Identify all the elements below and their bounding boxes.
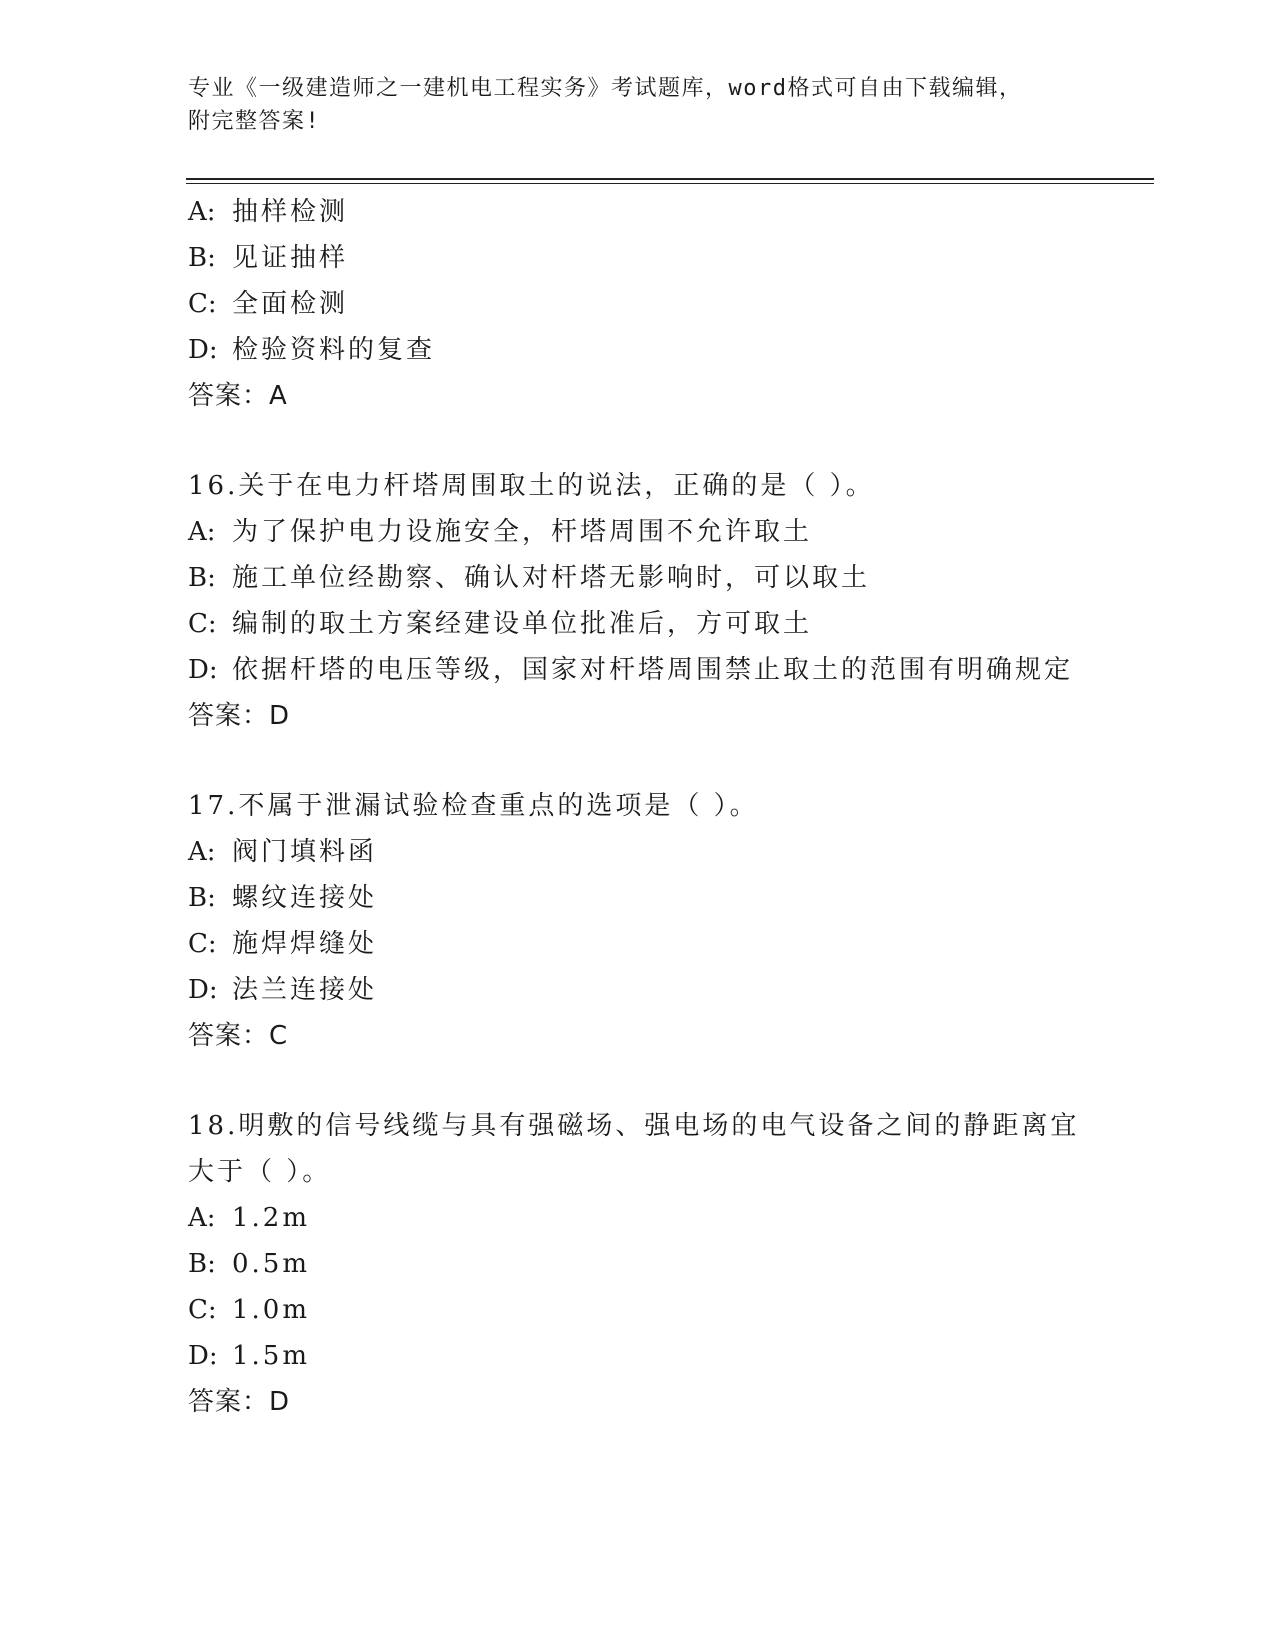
option-text: 螺纹连接处 xyxy=(232,883,378,913)
spacer xyxy=(188,739,1138,783)
option-label: B: xyxy=(188,563,216,593)
question-stem-line-2: 大于（ ）。 xyxy=(188,1157,332,1187)
option-c xyxy=(188,1287,1138,1333)
option-label: D: xyxy=(188,975,218,1005)
option-text: 1.0m xyxy=(232,1295,311,1325)
option-b xyxy=(188,235,1138,281)
option-label: B: xyxy=(188,1249,216,1279)
option-text: 1.5m xyxy=(232,1341,311,1371)
option-a xyxy=(188,509,1138,555)
answer-line: 答案：A xyxy=(188,381,288,411)
question-list xyxy=(188,189,1138,1425)
question-stem: 16.关于在电力杆塔周围取土的说法，正确的是（ ）。 xyxy=(188,471,875,501)
option-text: 阀门填料函 xyxy=(232,837,378,867)
header-line-1: 专业《一级建造师之一建机电工程实务》考试题库，word格式可自由下载编辑， xyxy=(188,76,1023,101)
spacer xyxy=(188,1059,1138,1103)
option-a xyxy=(188,189,1138,235)
option-label: C: xyxy=(188,929,217,959)
answer-line: 答案：D xyxy=(188,1387,291,1417)
option-label: A: xyxy=(188,197,216,227)
option-text: 依据杆塔的电压等级，国家对杆塔周围禁止取土的范围有明确规定 xyxy=(232,655,1074,685)
option-label: D: xyxy=(188,1341,218,1371)
option-b xyxy=(188,1241,1138,1287)
option-c xyxy=(188,601,1138,647)
option-label: B: xyxy=(188,243,216,273)
option-text: 见证抽样 xyxy=(232,243,349,273)
option-label: B: xyxy=(188,883,216,913)
option-label: A: xyxy=(188,517,216,547)
question-stem: 17.不属于泄漏试验检查重点的选项是（ ）。 xyxy=(188,791,759,821)
option-text: 为了保护电力设施安全，杆塔周围不允许取土 xyxy=(232,517,813,547)
question-16 xyxy=(188,463,1138,739)
header-line-2: 附完整答案! xyxy=(188,109,321,134)
option-text: 法兰连接处 xyxy=(232,975,378,1005)
header-divider-thin xyxy=(186,183,1154,184)
option-a xyxy=(188,1195,1138,1241)
question-stem-line-1: 18.明敷的信号线缆与具有强磁场、强电场的电气设备之间的静距离宜 xyxy=(188,1111,1080,1141)
option-a xyxy=(188,829,1138,875)
option-label: A: xyxy=(188,1203,216,1233)
option-text: 施焊焊缝处 xyxy=(232,929,378,959)
option-c xyxy=(188,921,1138,967)
option-text: 抽样检测 xyxy=(232,197,349,227)
option-label: C: xyxy=(188,289,217,319)
option-label: D: xyxy=(188,335,218,365)
option-label: A: xyxy=(188,837,216,867)
option-label: D: xyxy=(188,655,218,685)
option-label: C: xyxy=(188,609,217,639)
option-text: 1.2m xyxy=(232,1203,311,1233)
option-text: 检验资料的复查 xyxy=(232,335,436,365)
header-divider-thick xyxy=(186,178,1154,180)
document-header xyxy=(188,72,1068,138)
answer-line: 答案：D xyxy=(188,701,291,731)
question-15 xyxy=(188,189,1138,419)
option-d xyxy=(188,1333,1138,1379)
question-17 xyxy=(188,783,1138,1059)
spacer xyxy=(188,419,1138,463)
option-text: 0.5m xyxy=(232,1249,311,1279)
option-text: 全面检测 xyxy=(232,289,349,319)
option-text: 编制的取土方案经建设单位批准后，方可取土 xyxy=(232,609,813,639)
question-18 xyxy=(188,1103,1138,1425)
option-c xyxy=(188,281,1138,327)
option-b xyxy=(188,875,1138,921)
option-label: C: xyxy=(188,1295,217,1325)
option-d xyxy=(188,967,1138,1013)
option-text: 施工单位经勘察、确认对杆塔无影响时，可以取土 xyxy=(232,563,871,593)
option-d xyxy=(188,327,1138,373)
answer-line: 答案：C xyxy=(188,1021,289,1051)
option-b xyxy=(188,555,1138,601)
option-d xyxy=(188,647,1138,693)
